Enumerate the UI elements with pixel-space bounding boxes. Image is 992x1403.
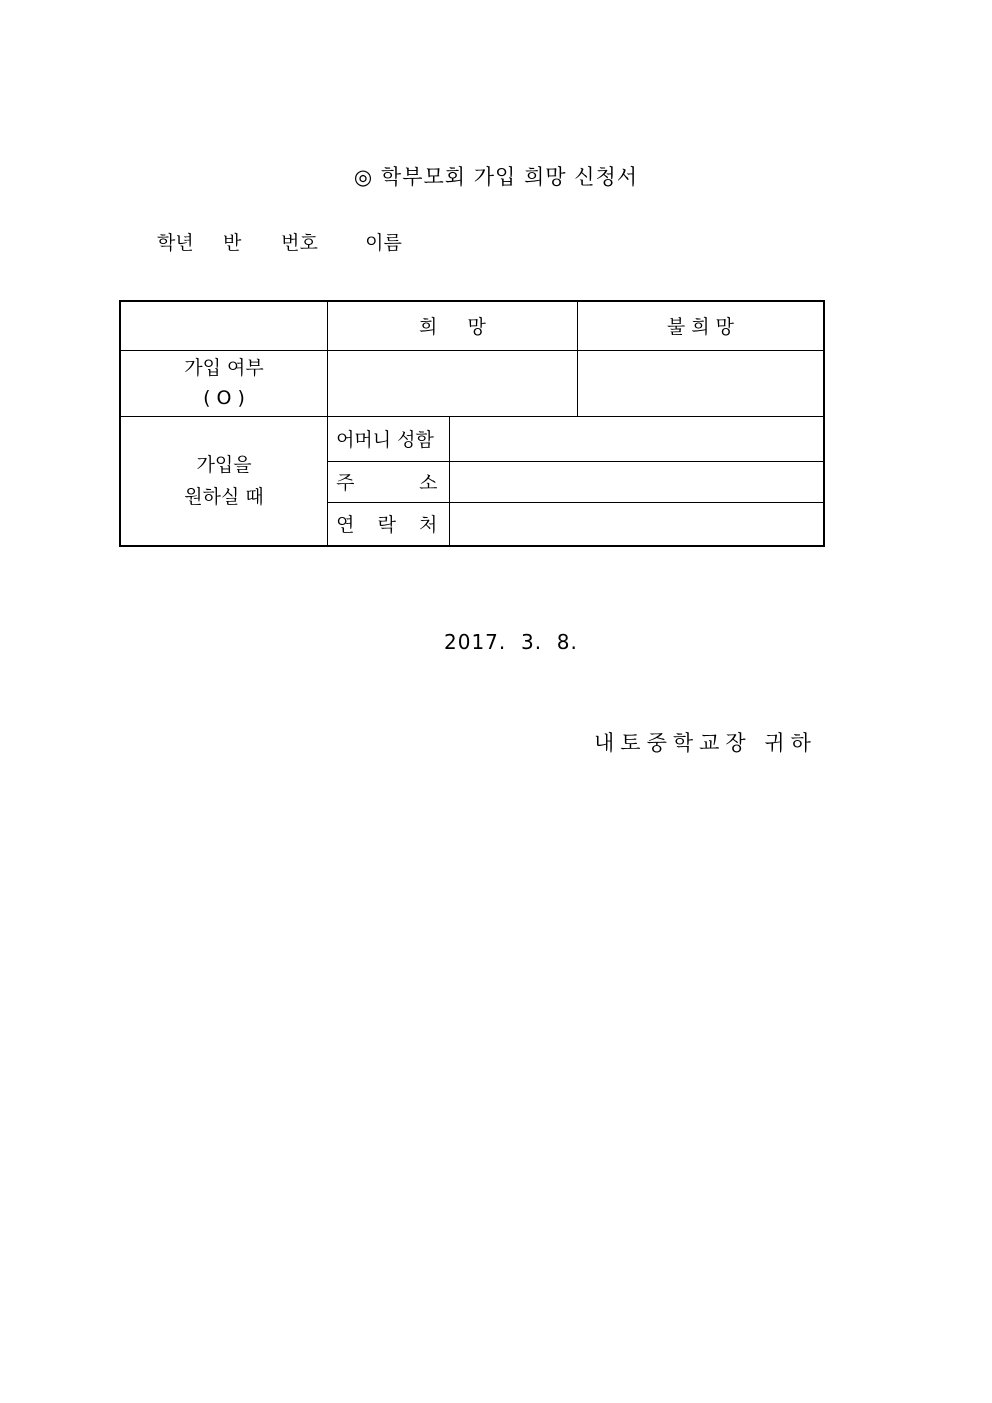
when-join-label [120, 416, 328, 546]
mother-name-row [120, 416, 824, 461]
number-label: 번호 [281, 232, 318, 254]
join-status-row [120, 350, 824, 416]
header-hope: 희 망 [328, 301, 578, 350]
join-status-label-line1: 가입 여부 [184, 357, 264, 379]
application-table [119, 300, 825, 547]
join-status-label-line2: ( O ) [203, 387, 245, 409]
address-label-a: 주 [336, 472, 355, 494]
contact-label [328, 502, 450, 546]
student-info-line [157, 230, 402, 256]
mother-name-label: 어머니 성함 [328, 416, 450, 461]
contact-label-b: 락 [377, 514, 396, 537]
when-join-label-line2: 원하실 때 [184, 485, 264, 508]
address-label [328, 461, 450, 502]
when-join-label-line1: 가입을 [196, 453, 252, 476]
address-label-b: 소 [419, 472, 438, 494]
grade-label: 학년 [157, 232, 194, 254]
form-title: ◎ 학부모회 가입 희망 신청서 [353, 165, 639, 189]
name-label: 이름 [365, 232, 402, 254]
header-empty-cell [120, 301, 328, 350]
address-field[interactable] [450, 461, 824, 502]
contact-label-a: 연 [336, 514, 355, 537]
header-no-hope: 불 희 망 [577, 301, 824, 350]
mother-name-field[interactable] [450, 416, 824, 461]
contact-label-c: 처 [419, 514, 438, 537]
class-label: 반 [223, 232, 242, 254]
submission-date: 2017. 3. 8. [444, 630, 578, 654]
table-header-row [120, 301, 824, 350]
addressee: 내토중학교장 귀하 [594, 731, 817, 755]
no-hope-checkbox-cell[interactable] [577, 350, 824, 416]
join-status-label [120, 350, 328, 416]
hope-checkbox-cell[interactable] [328, 350, 578, 416]
contact-field[interactable] [450, 502, 824, 546]
